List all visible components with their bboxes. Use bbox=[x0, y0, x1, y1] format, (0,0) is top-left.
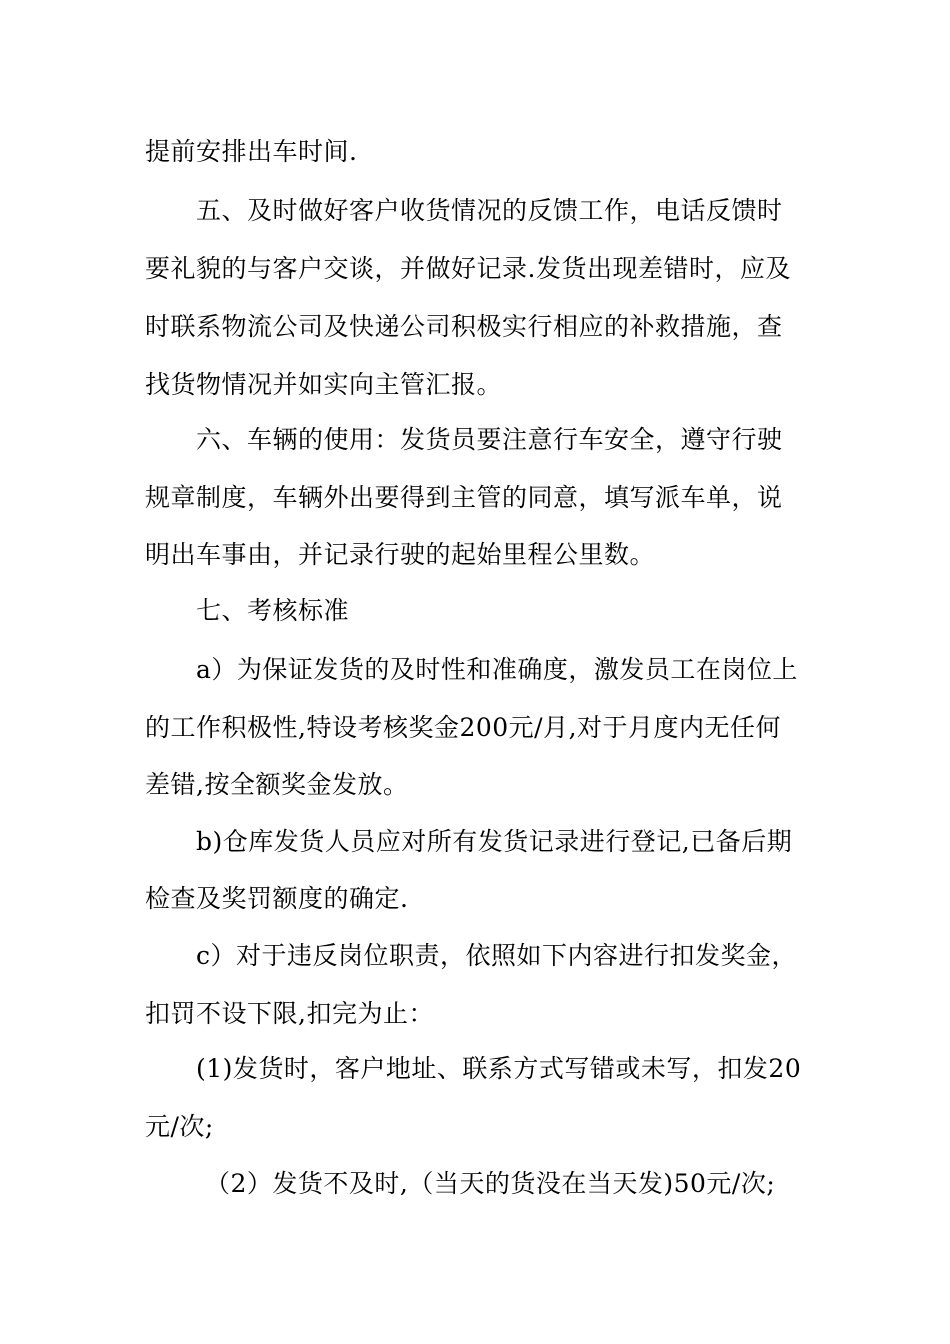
text-line: 时联系物流公司及快递公司积极实行相应的补救措施，查 bbox=[145, 312, 783, 341]
text-line: 扣罚不设下限,扣完为止： bbox=[145, 999, 434, 1028]
text-line: 元/次; bbox=[145, 1112, 214, 1141]
rule-two-line: （2）发货不及时,（当天的货没在当天发)50元/次; bbox=[205, 1169, 776, 1198]
text-line: 检查及奖罚额度的确定. bbox=[145, 884, 409, 913]
text-line: 找货物情况并如实向主管汇报。 bbox=[145, 370, 503, 399]
section-six-line: 六、车辆的使用：发货员要注意行车安全，遵守行驶 bbox=[196, 425, 783, 454]
item-c-line: c）对于违反岗位职责，依照如下内容进行扣发奖金， bbox=[196, 941, 798, 970]
section-five-line: 五、及时做好客户收货情况的反馈工作，电话反馈时 bbox=[196, 196, 783, 225]
item-a-line: a）为保证发货的及时性和准确度，激发员工在岗位上 bbox=[196, 655, 798, 684]
rule-one-line: (1)发货时，客户地址、联系方式写错或未写，扣发20 bbox=[196, 1054, 802, 1083]
text-line: 要礼貌的与客户交谈，并做好记录.发货出现差错时，应及 bbox=[145, 254, 791, 283]
item-b-line: b)仓库发货人员应对所有发货记录进行登记,已备后期 bbox=[196, 827, 793, 856]
text-line: 提前安排出车时间. bbox=[145, 137, 358, 166]
text-line: 的工作积极性,特设考核奖金200元/月,对于月度内无任何 bbox=[145, 713, 782, 742]
text-line: 明出车事由，并记录行驶的起始里程公里数。 bbox=[145, 540, 656, 569]
section-seven-heading: 七、考核标准 bbox=[196, 596, 350, 625]
text-line: 差错,按全额奖金发放。 bbox=[145, 770, 409, 799]
text-line: 规章制度，车辆外出要得到主管的同意，填写派车单，说 bbox=[145, 483, 783, 512]
